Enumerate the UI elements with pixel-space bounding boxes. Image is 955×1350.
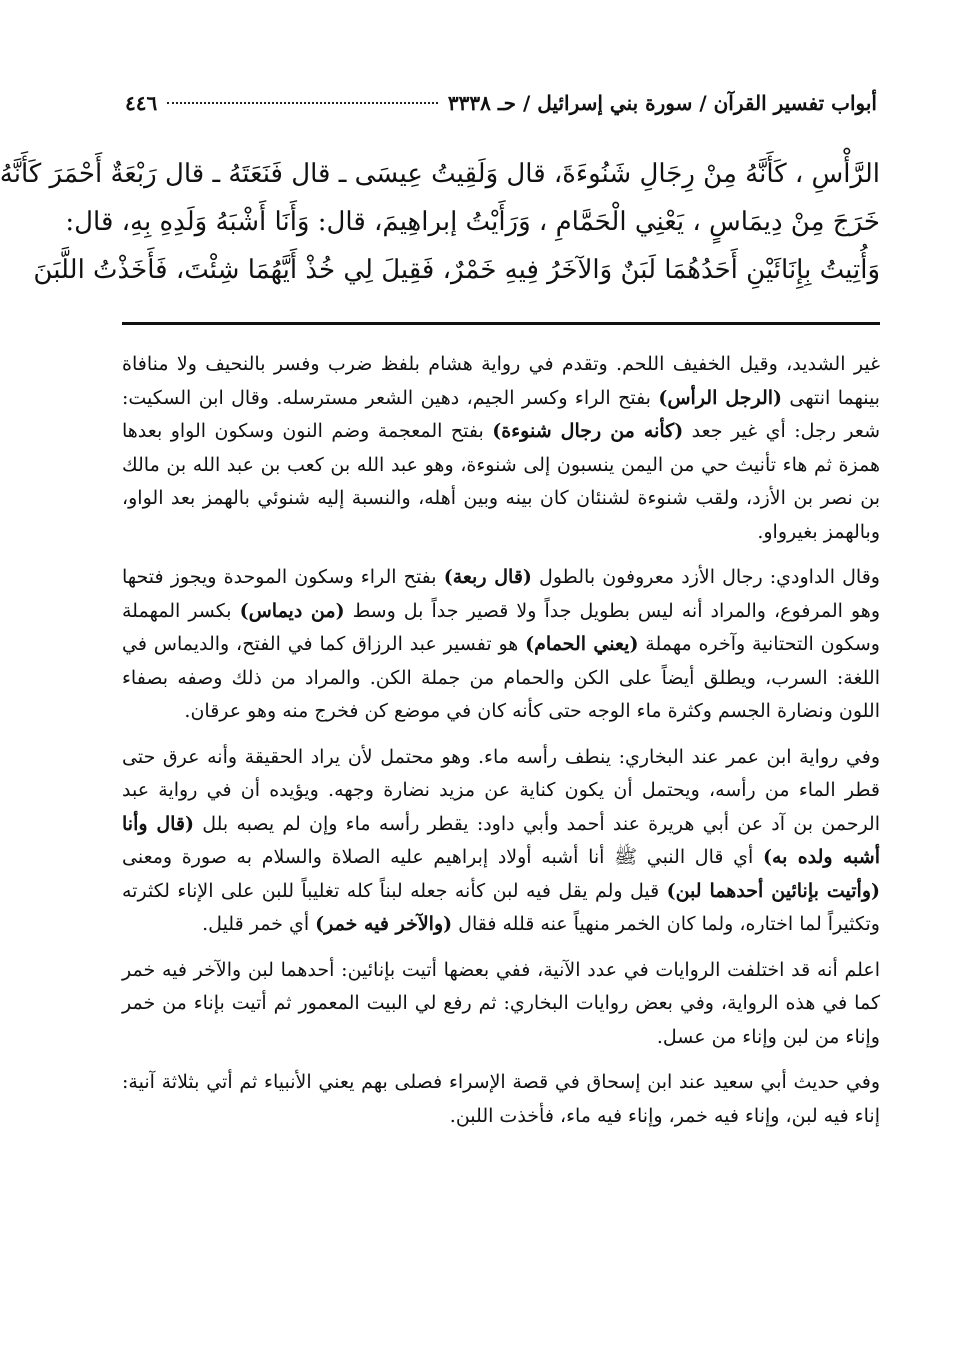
text-run: أي قال النبي ﷺ أنا أشبه أولاد إبراهيم عليه الصلاة والسلام به صورة ومعنى [122, 846, 763, 868]
text-run: بكسر المهملة وسكون التحتانية وآخره مهملة [122, 599, 880, 655]
quoted-phrase: (يعني الحمام) [525, 633, 639, 655]
quoted-phrase: (قال وأنا أشبه ولده به) [122, 812, 880, 868]
quoted-phrase: (كأنه من رجال شنوءة) [492, 420, 684, 442]
text-run: بفتح الراء وسكون الموحدة ويجوز فتحها وهو المرفوع، والمراد أنه ليس بطويل جداً ولا قصير جداً بل وسط [122, 566, 880, 622]
hadith-line: وَأُتِيتُ بِإِنَائَيْنِ أَحَدُهُمَا لَبَنٌ وَالآخَرُ فِيهِ خَمْرٌ، فَقِيلَ لِي خُذْ أَيَّهُمَا شِئْتَ، فَأَخَذْتُ اللَّبَنَ [33, 255, 880, 285]
commentary-paragraph: اعلم أنه قد اختلفت الروايات في عدد الآنية، ففي بعضها أتيت بإنائين: أحدهما لبن والآخر فيه خمر كما في هذه الرواية، وفي بعض روايات البخاري: ثم رفع لي البيت المعمور ثم أتيت بإناء من خمر وإناء من لبن وإناء من عسل. [122, 958, 880, 1048]
separator-rule [122, 322, 880, 325]
text-run: وفي رواية ابن عمر عند البخاري: ينطف رأسه ماء. وهو محتمل لأن يراد الحقيقة وأنه عرق حتى قطر الماء من رأسه، ويحتمل أن يكون كناية عن مزيد نضارة وجهه. ويؤيده أن في رواية عبد الرحمن بن آد عن أبي هريرة عند أحمد وأبي داود: يقطر رأسه ماء وإن لم يصبه بلل [122, 745, 880, 835]
text-run: وقال الداودي: رجال الأزد معروفون بالطول [531, 566, 880, 588]
quoted-phrase: (والآخر فيه خمر) [315, 913, 453, 935]
text-run: قيل ولم يقل فيه لبن كأنه جعله لبناً كله تغليباً للبن على الإناء لكثرته وتكثيراً لما اختاره، ولما كان الخمر منهياً عنه قلله فقال [122, 879, 880, 935]
hadith-text [0, 150, 880, 294]
page-header [125, 86, 877, 120]
hadith-line: الرَّأْسِ ، كَأَنَّهُ مِنْ رِجَالِ شَنُوءَةَ، قال وَلَقِيتُ عِيسَى ـ قال فَنَعَتَهُ ـ قال رَبْعَةٌ أَحْمَرَ كَأَنَّهُ [0, 159, 880, 189]
hadith-line: خَرَجَ مِنْ دِيمَاسٍ ، يَعْنِي الْحَمَّامِ ، وَرَأَيْتُ إبراهِيمَ، قال: وَأَنَا أَشْبَهُ وَلَدِهِ بِهِ، قال: [65, 207, 880, 237]
text-run: بفتح المعجمة وضم النون وسكون الواو بعدها همزة ثم هاء تأنيث حي من اليمن ينسبون إلى شنوءة، وهو عبد الله بن كعب بن عبد الله بن مالك بن نصر بن الأزد، ولقب شنوءة لشنئان كان بينه وبين أهله، والنسبة إليه شنوئي بالهمز بعد الواو، وبالهمز بغيرواو. [122, 420, 880, 543]
text-run: أي خمر قليل. [202, 913, 316, 935]
running-title: أبواب تفسير القرآن / سورة بني إسرائيل / حـ ٣٣٣٨ [447, 91, 877, 115]
text-run: غير الشديد، وقيل الخفيف اللحم. وتقدم في رواية هشام بلفظ ضرب وفسر بالنحيف ولا منافاة بينهما انتهى [122, 353, 880, 409]
commentary-paragraph [122, 741, 880, 942]
commentary-paragraph: وفي حديث أبي سعيد عند ابن إسحاق في قصة الإسراء فصلى بهم يعني الأنبياء ثم أتي بثلاثة آنية: إناء فيه لبن، وإناء فيه خمر، وإناء فيه ماء، فأخذت اللبن. [122, 1071, 880, 1127]
quoted-phrase: (الرجل الرأس) [658, 386, 783, 409]
commentary [122, 348, 880, 1145]
quoted-phrase: (قال ربعة) [443, 566, 532, 588]
quoted-phrase: (من ديماس) [239, 599, 345, 622]
page-number: ٤٤٦ [125, 91, 158, 115]
commentary-paragraph [122, 348, 880, 549]
quoted-phrase: (وأتيت بإنائين أحدهما لبن) [666, 879, 881, 902]
text-run: بفتح الراء وكسر الجيم، دهين الشعر مسترسله. وقال ابن السكيت: شعر رجل: أي غير جعد [122, 386, 880, 442]
header-dot-leader [167, 102, 438, 104]
text-run: هو تفسير عبد الرزاق كما في الفتح، والديماس في اللغة: السرب، ويطلق أيضاً على الكن والحمام من جملة الكن. والمراد من ذلك وصفه بصفاء اللون ونضارة الجسم وكثرة ماء الوجه حتى كأنه كان في موضع كن فخرج منه وهو عرقان. [122, 633, 880, 722]
commentary-paragraph [122, 561, 880, 729]
